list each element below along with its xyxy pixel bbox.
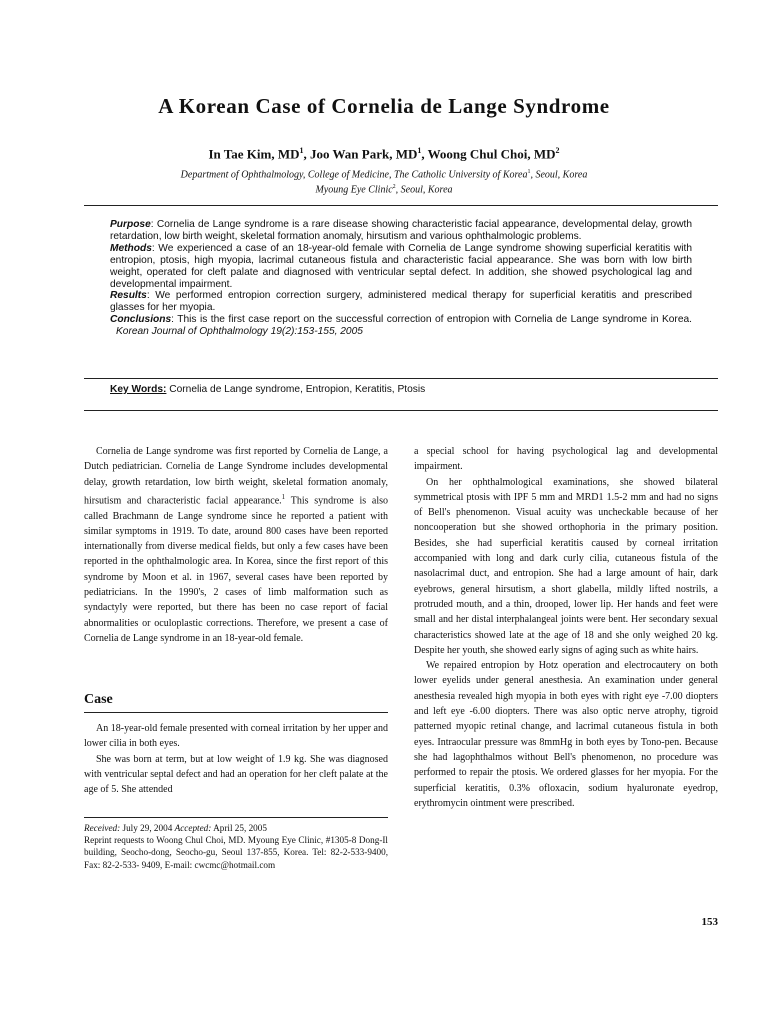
abstract — [110, 219, 692, 338]
affiliation-line — [0, 181, 768, 196]
abstract-label: Conclusions — [110, 314, 172, 326]
affiliation-marker: 2 — [392, 184, 396, 191]
intro-column — [84, 444, 388, 646]
examination-paragraph: On her ophthalmological examinations, she showed bilateral symmetrical ptosis with IPF 5 mm and MRD1 1.5-2 mm and had no signs of Bell's phenomenon. Visual acuity was uncheckable because of her noncooperation but she showed orthophoria in the primary position. Besides, she had superficial keratitis caused by corneal irritation accompanied with long and dark curly cilia, cutaneous fistula of the nasolacrimal duct, and entropion. She had a large amount of hair, dark eyebrows, general hirsutism, a short glabella, mildly lifted nostrils, a protruded mouth, and a thin, drooped, lower lip. Her hands and feet were small and her distal interphalangeal joints were bent. Her secondary sexual characteristics showed late at the age of 18 and she only weighed 20 kg. Despite her youth, she showed early signs of aging such as white hairs. — [414, 476, 718, 656]
abstract-results — [110, 290, 692, 314]
case-heading-rule — [84, 712, 388, 713]
affiliations — [0, 166, 768, 197]
author-affiliation-marker: 1 — [299, 146, 304, 155]
abstract-top-rule — [84, 205, 718, 206]
affiliation-marker: 1 — [527, 169, 531, 175]
footnote-rule — [84, 817, 388, 818]
paper-title: A Korean Case of Cornelia de Lange Syndrome — [158, 94, 610, 118]
accepted-label: Accepted: — [174, 823, 212, 833]
abstract-text: : We performed entropion correction surgery, administered medical therapy for superficial keratitis and prescribed glasses for her myopia. — [110, 290, 692, 314]
abstract-text: : We experienced a case of an 18-year-old female with Cornelia de Lange syndrome showing superficial keratitis with entropion, ptosis, high myopia, lacrimal cutaneous fistula and characteristic facial appearance. She was born with low birth weight, operated for cleft palate and diagnosed with ventricular septal defect. In addition, she showed psychological lag and developmental impairment. — [110, 242, 692, 290]
reprint-request: Reprint requests to Woong Chul Choi, MD. Myoung Eye Clinic, #1305-8 Dong-Il building, Seocho-dong, Seocho-gu, Seoul 137-855, Korea. Tel: 82-2-533-9400, Fax: 82-2-533- 9409, E-mail: cwcmc@hotmail.com — [84, 835, 388, 870]
journal-citation: Korean Journal of Ophthalmology 19(2):153-155, 2005 — [116, 326, 363, 338]
abstract-text: : Cornelia de Lange syndrome is a rare disease showing characteristic facial appearance, developmental delay, growth retardation, low birth weight, skeletal formation anomaly, hirsutism and various ophthalmologic problems. — [110, 219, 692, 242]
abstract-purpose — [110, 219, 692, 243]
case-paragraph: She was born at term, but at low weight of 1.9 kg. She was diagnosed with ventricular septal defect and had an operation for her cleft palate at the age of 5. She attended — [84, 753, 388, 796]
keywords — [110, 384, 692, 395]
author-separator: , — [421, 146, 428, 162]
author-affiliation-marker: 1 — [417, 146, 422, 155]
affiliation-location: , Seoul, Korea — [395, 184, 453, 196]
right-column — [414, 444, 718, 811]
author-list — [0, 146, 768, 162]
received-dates — [84, 822, 388, 834]
reference-marker: 1 — [281, 492, 286, 501]
affiliation-text: Myoung Eye Clinic — [315, 184, 393, 196]
page-number: 153 — [701, 916, 718, 928]
case-section-heading: Case — [84, 692, 113, 707]
case-paragraph: An 18-year-old female presented with corneal irritation by her upper and lower cilia in both eyes. — [84, 723, 388, 750]
abstract-label: Results — [110, 290, 147, 302]
author-name: In Tae Kim, MD — [208, 146, 300, 162]
footnote — [84, 822, 388, 871]
author-separator: , — [303, 146, 310, 162]
abstract-conclusions — [110, 314, 692, 338]
treatment-paragraph: We repaired entropion by Hotz operation and electrocautery on both lower eyelids under general anesthesia. An examination under general anesthesia revealed high myopia in both eyes with right eye -7.00 diopters and left eye -6.00 diopters. There was also optic nerve atrophy, tigroid patterned myopic retinal change, and lacrimal cutaneous fistula in both eyes. Intraocular pressure was 8mmHg in both eyes by Tono-pen. Because she had lagophthalmos without Bell's phenomenon, no procedure was performed to repair the ptosis. We ordered glasses for her myopia. For the superficial keratitis, 0.3% ofloxacin, sodium hyaluronate eyedrop, erythromycin ointment were prescribed. — [414, 660, 718, 809]
keywords-label: Key Words: — [110, 384, 167, 395]
abstract-text: : This is the first case report on the successful correction of entropion with Cornelia de Lange syndrome in Korea. — [171, 314, 692, 326]
abstract-methods — [110, 243, 692, 291]
affiliation-text: Department of Ophthalmology, College of Medicine, The Catholic University of Korea — [180, 169, 528, 181]
received-date: July 29, 2004 — [120, 823, 175, 833]
abstract-label: Purpose — [110, 219, 151, 230]
intro-paragraph — [84, 444, 388, 646]
author-name: Joo Wan Park, MD — [309, 146, 418, 162]
accepted-date: April 25, 2005 — [211, 823, 267, 833]
paragraph-text: Cornelia de Lange syndrome was first reported by Cornelia de Lange, a Dutch pediatrician. Cornelia de Lange Syndrome includes developmental delay, growth retardation, low birth weight, skeletal formation anomaly, hirsutism and characteristic facial appearance. — [84, 446, 388, 507]
affiliation-location: , Seoul, Korea — [530, 169, 588, 181]
paragraph-text: This syndrome is also called Brachmann de Lange syndrome since he reported a patient with similar symptoms in 1919. To date, around 800 cases have been reported internationally from diverse medical fields, but only a few cases have been reported in the ophthalmologic area. In Korea, since the first report of this syndrome by Moon et al. in 1967, several cases have been reported by pediatricians. In the 1990's, 2 cases of limb malformation such as syndactyly were reported, but there has been no case report of facial abnormalities or oculoplastic corrections. Therefore, we present a case of Cornelia de Lange syndrome in an 18-year-old female. — [84, 495, 388, 644]
case-column — [84, 721, 388, 797]
received-label: Received: — [84, 823, 121, 833]
continued-paragraph: a special school for having psychological lag and developmental impairment. — [414, 446, 718, 473]
keywords-top-rule — [84, 378, 718, 379]
keywords-text: Cornelia de Lange syndrome, Entropion, Keratitis, Ptosis — [166, 384, 426, 395]
affiliation-line — [0, 166, 768, 181]
keywords-bottom-rule — [84, 410, 718, 411]
author-name: Woong Chul Choi, MD — [427, 146, 556, 162]
author-affiliation-marker: 2 — [555, 146, 560, 155]
abstract-label: Methods — [110, 242, 152, 254]
